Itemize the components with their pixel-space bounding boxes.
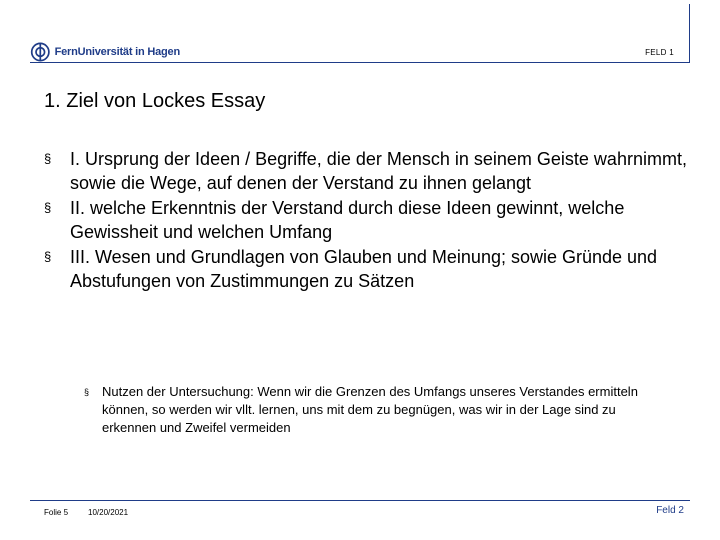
bullet-marker: § <box>44 200 52 215</box>
sub-bullet-list <box>84 383 644 437</box>
university-logo <box>30 40 180 64</box>
bullet-marker: § <box>44 151 52 166</box>
slide-title: 1. Ziel von Lockes Essay <box>44 90 266 112</box>
sub-bullet-marker: § <box>84 387 90 397</box>
sub-bullet-item <box>84 383 644 437</box>
bullet-item <box>44 196 694 244</box>
footer-slide-number: Folie 5 <box>44 508 69 517</box>
bullet-item <box>44 245 694 293</box>
bullet-text: II. welche Erkenntnis der Verstand durch diese Ideen gewinnt, welche Gewissheit und welchen Umfang <box>70 198 625 242</box>
footer-divider <box>30 500 690 501</box>
sub-bullet-text: Nutzen der Untersuchung: Wenn wir die Grenzen des Umfangs unseres Verstandes ermitteln können, so werden wir vllt. lernen, uns mit dem zu begnügen, was wir in der Lage sind zu erkennen und Zweifel vermeiden <box>102 384 638 435</box>
header-feld-label: FELD 1 <box>645 48 674 57</box>
footer-feld-label: Feld 2 <box>656 505 684 516</box>
footer-date: 10/20/2021 <box>88 508 129 517</box>
header-corner-divider <box>689 4 690 62</box>
bullet-item <box>44 147 694 195</box>
main-bullet-list <box>44 147 694 294</box>
bullet-text: I. Ursprung der Ideen / Begriffe, die der Mensch in seinem Geiste wahrnimmt, sowie die Wege, auf denen der Verstand zu ihnen gelangt <box>70 149 687 193</box>
header-divider <box>30 62 690 63</box>
bullet-marker: § <box>44 249 52 264</box>
bullet-text: III. Wesen und Grundlagen von Glauben und Meinung; sowie Gründe und Abstufungen von Zustimmungen zu Sätzen <box>70 247 658 291</box>
university-logo-icon <box>30 40 51 64</box>
logo-text: FernUniversität in Hagen <box>54 46 180 58</box>
